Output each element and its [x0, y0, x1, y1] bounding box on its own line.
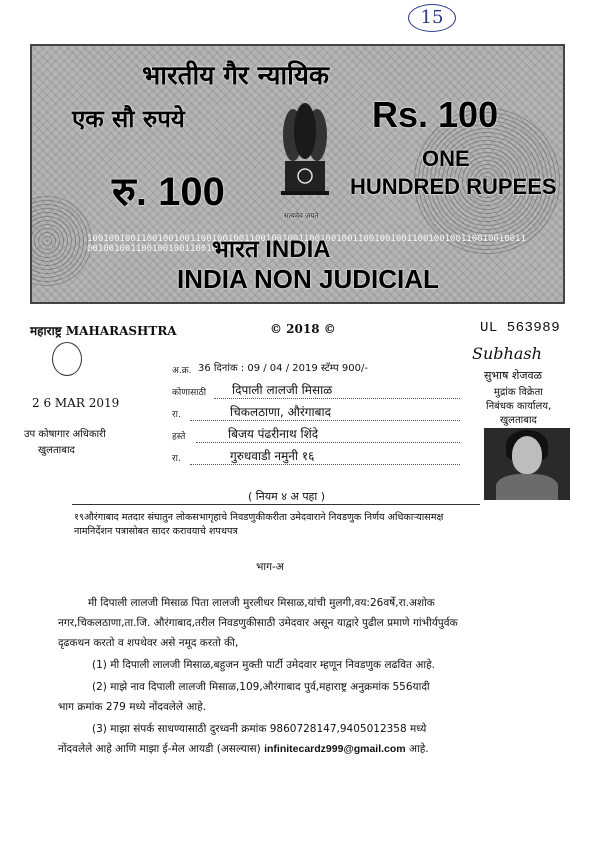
form-label-residence: रा.: [172, 410, 181, 420]
vendor-place: खुलताबाद: [500, 415, 537, 426]
seal-office: उप कोषागार अधिकारी: [24, 429, 106, 440]
seal-place: खुलताबाद: [38, 445, 75, 456]
form-label-for: कोणासाठी: [172, 388, 207, 398]
stamp-non-judicial: INDIA NON JUDICIAL: [177, 264, 439, 294]
item-3-prefix: नोंदवलेले आहे आणि माझा ई-मेल आयडी (असल्यास): [58, 743, 261, 755]
email-address: infinitecardz999@gmail.com: [264, 743, 406, 755]
form-label-residence-2: रा.: [172, 454, 181, 464]
intro-line-1: १९औरंगाबाद मतदार संघातुन लोकसभागृहाचे निवडणुकीकरीता उमेदवाराने निवडणुक निर्णय अधिकाऱ्यासमक्ष: [74, 512, 444, 523]
stamp-amount-rs: Rs. 100: [372, 94, 499, 135]
para-line-3: दृढकथन करतो व शपथेवर असे नमूद करतो की,: [58, 637, 239, 649]
seal-date: 2 6 MAR 2019: [32, 396, 120, 410]
stamp-binary-pattern: 10010010011001001001100100100110010010011001001001100100100110010010011001001001100100100110010010011001001001: [87, 234, 526, 254]
stamp-rosette: [30, 196, 92, 286]
form-rule: [196, 442, 460, 443]
part-heading: भाग-अ: [256, 561, 284, 573]
form-value-residence: चिकलठाणा, औरंगाबाद: [230, 405, 331, 419]
form-value-through: बिजय पंढरीनाथ शिंदे: [228, 427, 319, 441]
item-3-line-1: (3) माझा संपर्क साधण्यासाठी दुरध्वनी क्रमांक 9860728147,9405012358 मध्ये: [92, 723, 427, 735]
form-value-residence-2: गुरुधवाडी नमुनी १६: [230, 449, 315, 463]
rule-reference: ( नियम ४ अ पहा ): [248, 490, 326, 503]
form-label-serial: अ.क्र.: [172, 366, 192, 376]
stamp-amount-words-2: HUNDRED RUPEES: [350, 174, 557, 199]
state-label: महाराष्ट्र MAHARASHTRA: [30, 324, 177, 338]
item-2-line-2: भाग क्रमांक 279 मध्ये नोंदवलेले आहे.: [58, 701, 207, 713]
stamp-amount-ru: रु. 100: [112, 170, 225, 214]
form-rule: [190, 420, 460, 421]
para-line-2: नगर,चिकलठाणा,ता.जि. औरंगाबाद,तरील निवडणुकीसाठी उमेदवार असून याद्वारे पुढील प्रमाणे गांभीर्यपुर्वक: [58, 617, 458, 629]
seal-emblem-icon: [52, 342, 82, 376]
treasury-seal: [8, 338, 126, 473]
stamp-amount-words-1: ONE: [422, 146, 470, 171]
divider: [72, 504, 480, 505]
stamp-bharat-india: भारत INDIA: [212, 236, 331, 263]
item-2-line-1: (2) माझे नाव दिपाली लालजी मिसाळ,109,औरंगाबाद पुर्व,महाराष्ट्र अनुक्रमांक 556यादी: [92, 681, 430, 693]
item-3-suffix: आहे.: [408, 743, 429, 755]
form-value-serial: 36 दिनांक : 09 / 04 / 2019 स्टॅम्प 900/-: [198, 363, 368, 374]
vendor-signature: Subhash: [472, 344, 542, 363]
stamp-amount-hindi: एक सौ रुपये: [72, 105, 185, 133]
form-rule: [190, 464, 460, 465]
vendor-title: मुद्रांक विक्रेता: [494, 387, 543, 398]
ashoka-emblem-icon: [277, 101, 333, 211]
form-label-through: हस्ते: [172, 432, 186, 442]
stamp-hindi-title: भारतीय गैर न्यायिक: [142, 61, 329, 91]
item-3-line-2: [58, 742, 429, 756]
serial-number: UL 563989: [480, 320, 561, 336]
form-value-for: दिपाली लालजी मिसाळ: [232, 383, 333, 397]
intro-line-2: नामनिर्देशन पत्रासोबत सादर करावयाचे शपथपत्र: [74, 526, 238, 537]
form-rule: [214, 398, 460, 399]
stamp-year: © 2018 ©: [270, 322, 336, 336]
item-1: (1) मी दिपाली लालजी मिसाळ,बहुजन मुक्ती पार्टी उमेदवार म्हणून निवडणुक लढवित आहे.: [92, 659, 436, 671]
emblem-motto: सत्यमेव जयते: [284, 212, 319, 220]
stamp-paper-band: [30, 44, 565, 304]
para-line-1: मी दिपाली लालजी मिसाळ पिता लालजी मुरलीधर मिसाळ,यांची मुलगी,वय:26वर्षे,रा.अशोक: [88, 597, 435, 609]
applicant-photo: [484, 428, 570, 500]
page-number: 15: [408, 4, 456, 32]
vendor-office: निबंधक कार्यालय,: [486, 401, 552, 412]
vendor-name: सुभाष शेजवळ: [484, 369, 542, 382]
